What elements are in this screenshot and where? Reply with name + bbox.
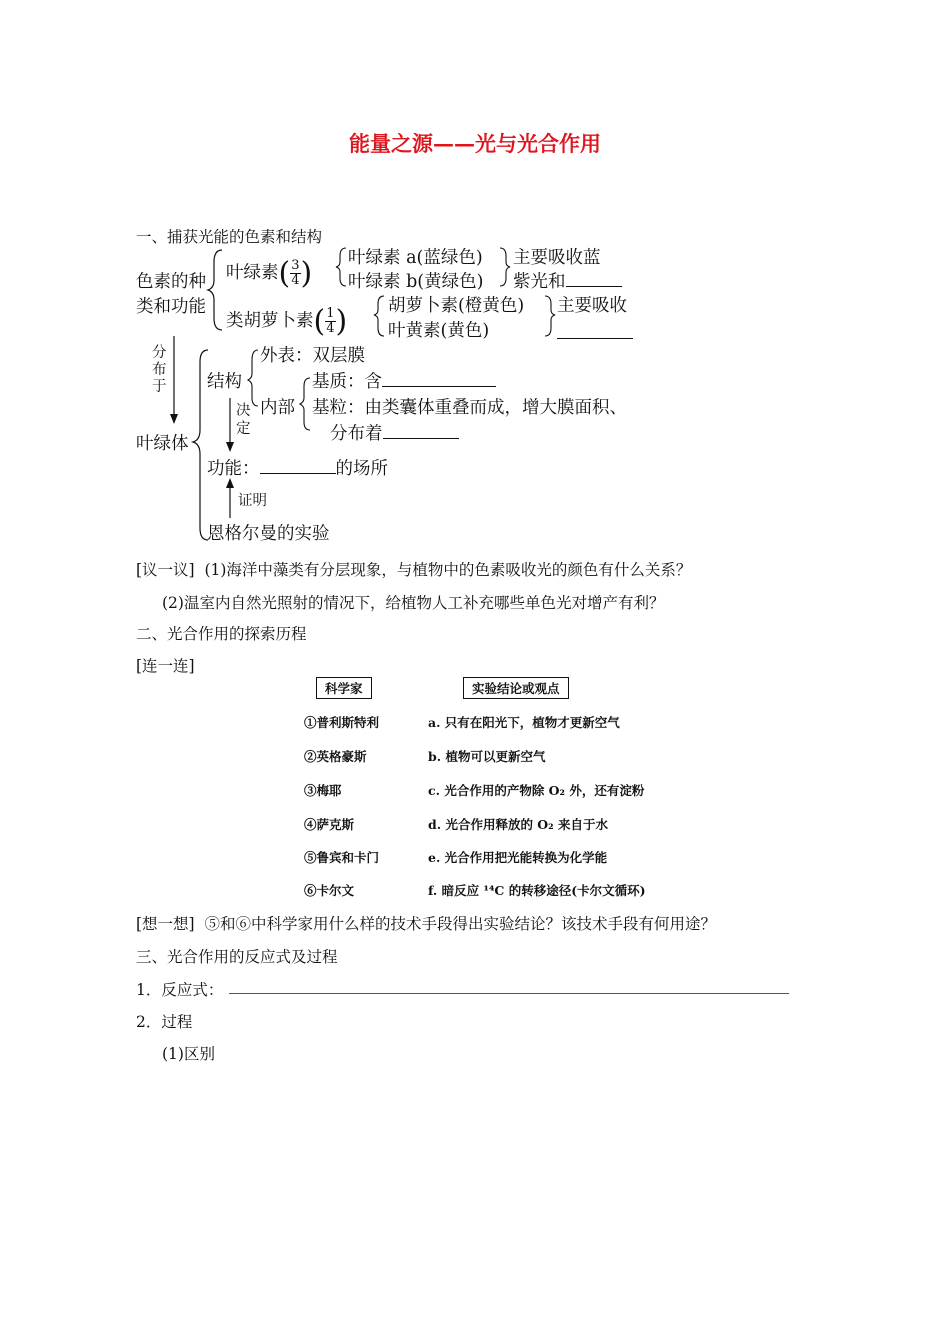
conclusion-item[interactable]: d. 光合作用释放的 O₂ 来自于水 [428,817,609,832]
chl-func-blank[interactable] [566,285,622,287]
scientist-item[interactable]: ④萨克斯 [304,817,355,832]
chlorophyll-b: 叶绿素 b(黄绿色) [348,272,484,292]
section3-heading: 三、光合作用的反应式及过程 [136,948,338,966]
reaction-equation-blank[interactable] [229,993,789,994]
pigment-label-line2: 类和功能 [136,297,206,317]
function-tail: 的场所 [335,459,388,479]
frac-num: 1 [326,306,335,321]
carotenoid-fraction [325,307,335,336]
char: 分 [152,345,167,361]
carotene: 胡萝卜素(橙黄色) [388,296,525,316]
function-text: 功能： [207,459,260,479]
chloroplast-label: 叶绿体 [136,434,189,454]
chlorophyll-a: 叶绿素 a(蓝绿色) [348,248,483,268]
carotenoid-text: 类胡萝卜素 [226,311,314,331]
scientist-column-header: 科学家 [316,677,372,699]
page-title: 能量之源——光与光合作用 [349,131,601,156]
frac-den: 4 [291,273,300,288]
grana-blank[interactable] [383,437,459,439]
carotenoid-function: 主要吸收 [557,296,627,316]
paren-close: ) [335,304,348,339]
section2-heading: 二、光合作用的探索历程 [136,625,307,643]
carotenoid-function-blank[interactable] [557,338,633,339]
frac-num: 3 [291,258,300,273]
process-subitem: (1)区别 [162,1045,215,1063]
reaction-equation-label: 1．反应式： [136,981,224,999]
pigment-label-line1: 色素的种 [136,272,206,292]
char: 决 [236,403,251,419]
scientist-item[interactable]: ⑤鲁宾和卡门 [304,850,380,865]
paren-close: ) [300,256,313,291]
function-line [207,455,388,480]
stroma [312,368,496,393]
conclusion-item[interactable]: f. 暗反应 ¹⁴C 的转移途径(卡尔文循环) [428,883,646,898]
structure-label: 结构 [207,372,242,392]
paren-open: ( [278,256,291,291]
conclusion-item[interactable]: a. 只有在阳光下，植物才更新空气 [428,715,620,730]
chl-func-text: 紫光和 [513,272,566,292]
discuss-line1 [136,558,691,580]
conclusion-item[interactable]: e. 光合作用把光能转换为化学能 [428,850,608,865]
scientist-item[interactable]: ②英格豪斯 [304,749,367,764]
process-label: 2．过程 [136,1013,193,1031]
xanthophyll: 叶黄素(黄色) [388,321,490,341]
grana-line2 [330,420,459,445]
grana-text: 分布着 [330,424,383,444]
carotenoid-label [226,304,347,339]
section1-heading: 一、捕获光能的色素和结构 [136,228,323,246]
conclusion-item[interactable]: b. 植物可以更新空气 [428,749,546,764]
function-blank[interactable] [260,472,336,474]
char: 布 [152,362,167,378]
discuss-label: [议一议] [136,561,195,579]
char: 于 [152,379,167,395]
think-label: [想一想] [136,915,195,933]
match-label: [连一连] [136,657,195,675]
chlorophyll-text: 叶绿素 [226,263,279,283]
think-question: ⑤和⑥中科学家用什么样的技术手段得出实验结论？该技术手段有何用途？ [204,915,716,933]
stroma-blank[interactable] [382,385,496,387]
determines-label [236,402,251,438]
outer-membrane: 外表：双层膜 [260,346,365,366]
scientist-item[interactable]: ③梅耶 [304,783,342,798]
scientist-item[interactable]: ①普利斯特利 [304,715,380,730]
scientist-item[interactable]: ⑥卡尔文 [304,883,355,898]
discuss-question-2: (2)温室内自然光照射的情况下，给植物人工补充哪些单色光对增产有利？ [162,594,665,612]
inner-label: 内部 [260,398,295,418]
engelmann-experiment: 恩格尔曼的实验 [207,524,330,544]
chlorophyll-label [226,256,312,291]
chlorophyll-function-line2 [513,268,622,293]
conclusion-item[interactable]: c. 光合作用的产物除 O₂ 外，还有淀粉 [428,783,645,798]
conclusion-column-header: 实验结论或观点 [463,677,569,699]
distributed-in-label [152,345,167,396]
discuss-question-1: (1)海洋中藻类有分层现象，与植物中的色素吸收光的颜色有什么关系？ [204,561,692,579]
paren-open: ( [313,304,326,339]
proves-label: 证明 [238,493,267,509]
stroma-text: 基质：含 [312,372,382,392]
chlorophyll-function-line1: 主要吸收蓝 [513,248,601,268]
grana-line1: 基粒：由类囊体重叠而成，增大膜面积、 [312,398,627,418]
char: 定 [236,421,251,437]
think-line [136,912,716,934]
frac-den: 4 [326,321,335,336]
chlorophyll-fraction [290,259,300,288]
